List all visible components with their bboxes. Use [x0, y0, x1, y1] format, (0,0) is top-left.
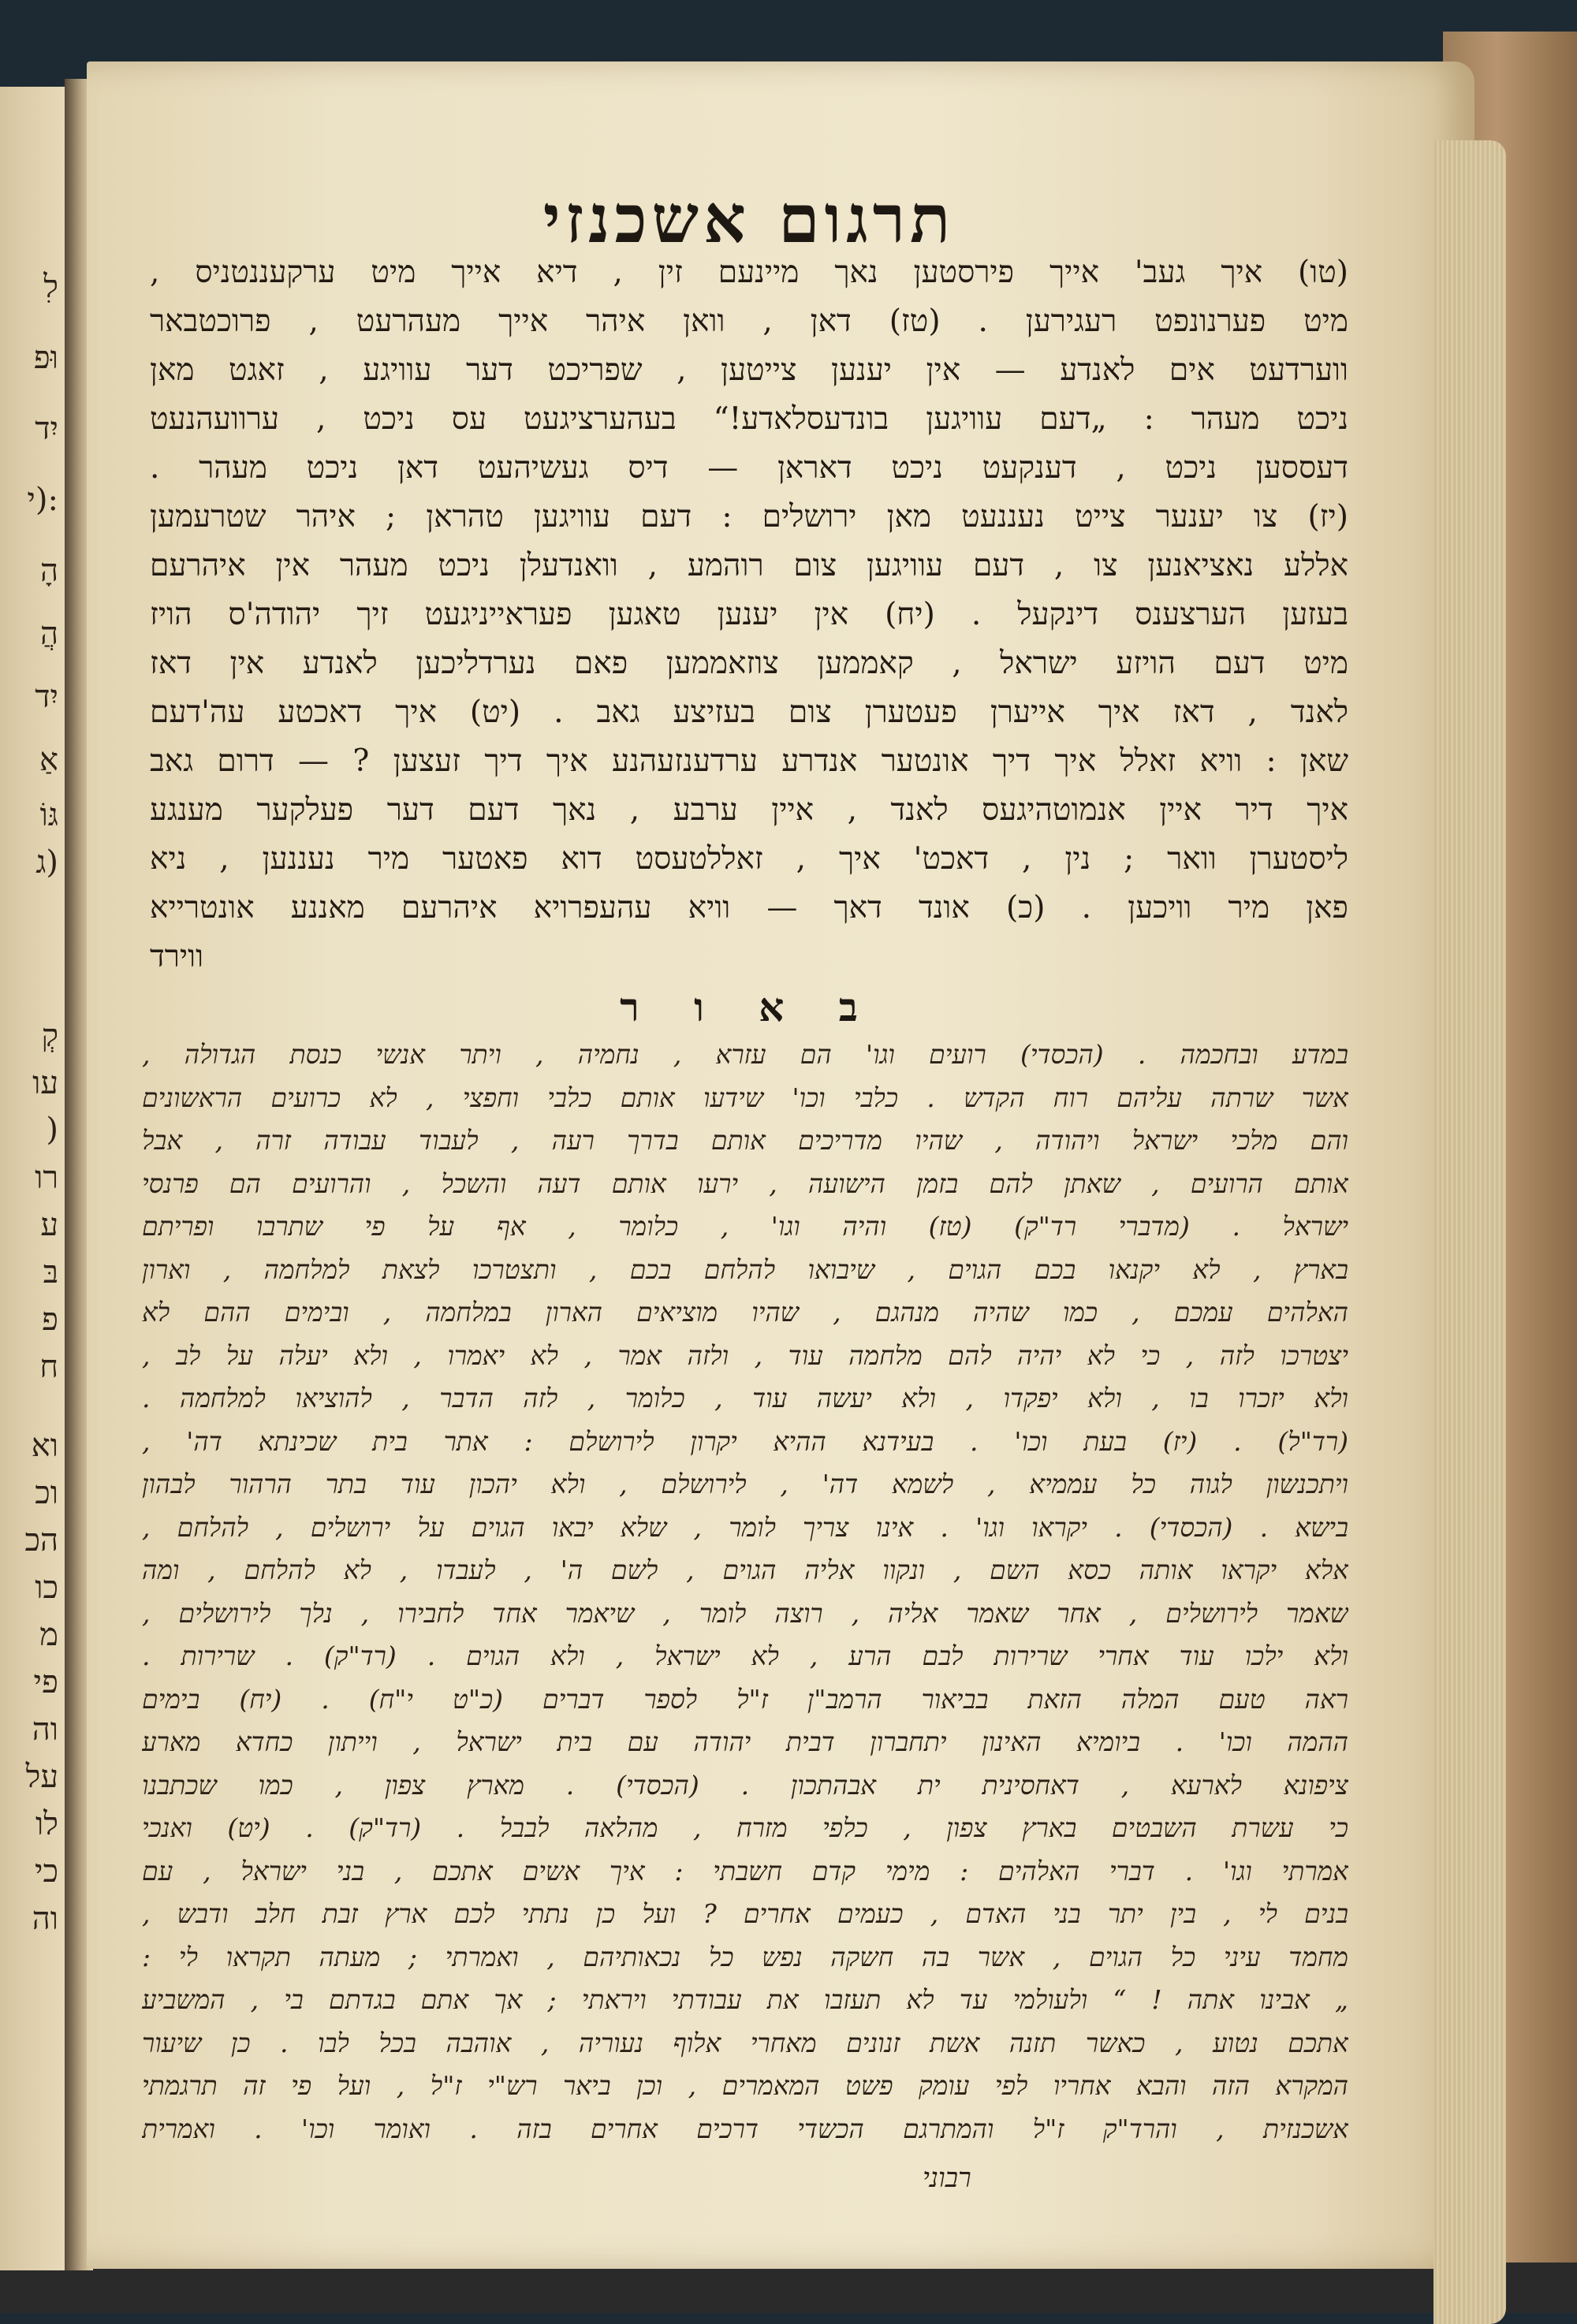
left-page-text-fragment: כו — [35, 1570, 58, 1606]
right-page — [87, 61, 1474, 2269]
translation-line: ליסטערן וואר ; נין , דאכט' איך , זאללטעסט דוא פאטער מיר נעננען , ניא — [150, 841, 1348, 877]
left-page-text-fragment: (ג — [35, 844, 58, 881]
left-page-text-fragment: על — [25, 1759, 58, 1795]
left-page-text-fragment: בּ — [43, 1254, 58, 1290]
translation-line: (יז) צו יענער צייט נעננעט מאן ירושלים : דעם עוויגען טהראן ; איהר שטרעמען — [150, 499, 1348, 534]
left-page-text-fragment: עו — [32, 1065, 58, 1101]
commentary-line: כי עשרת השבטים בארץ צפון , כלפי מזרח , מהלאה לבבל . (רד"ק) . (יט) ואנכי — [142, 1812, 1348, 1843]
left-page-text-fragment: וכ — [35, 1475, 58, 1511]
commentary-line: האלהים עמכם , כמו שהיה מנהגם , שהיו מוציאים הארון במלחמה , ובימים ההם לא — [142, 1297, 1348, 1328]
left-page-text-fragment: פי — [33, 1664, 58, 1700]
left-page-fragment — [0, 87, 65, 2270]
left-page-text-fragment: יִד — [35, 411, 58, 447]
commentary-line: „ אבינו אתה ! “ ולעולמי עד לא תעזבו את עבודתי ויראתי ; אך אתם בגדתם בי , המשביע — [142, 1984, 1348, 2015]
left-page-text-fragment: הכ — [24, 1522, 58, 1559]
commentary-line: אתכם נטוע , כאשר תזנה אשת זנונים מאחרי אלוף נעוריה , אוהבה בכל לבו . כן שיעור — [142, 2027, 1348, 2058]
translation-line: איך דיר איין אנמוטהיגעס לאנד , איין ערבע , נאך דעם דער פעלקער מענגע — [150, 792, 1348, 828]
translation-line: (טו) איך געב' אייך פירסטען נאך מיינעם זין , דיא אייך מיט ערקעננטניס , — [150, 255, 1348, 290]
commentary-line: ההמה וכו' . ביומיא האינון יתחברון דבית יהודה עם בית ישראל , וייתון כחדא מארע — [142, 1726, 1348, 1757]
left-page-text-fragment: לִ — [43, 269, 58, 305]
commentary-line: אשר שרתה עליהם רוח הקדש . כלבי וכו' שידעו אותם כלבי וחפצי , לא כרועים הראשונים — [142, 1082, 1348, 1113]
commentary-line: ציפונא לארעא , דאחסינית ית אבהתכון . (הכסדי) . מארץ צפון , כמו שכתבנו — [142, 1769, 1348, 1801]
commentary-line: אמרתי וגו' . דברי האלהים : מימי קדם חשבתי : איך אשים אתכם , בני ישראל , עם — [142, 1855, 1348, 1886]
translation-line: בעזען הערצענס דינקעל . (יח) אין יענען טאגען פעראייניגעט זיך יהודה'ס הויז — [150, 597, 1348, 632]
left-page-text-fragment: גּוֹ — [39, 797, 58, 833]
left-page-text-fragment: הֲ — [39, 616, 58, 652]
left-page-text-fragment: לו — [35, 1806, 58, 1842]
commentary-line: במדע ובחכמה . (הכסדי) רועים וגו' הם עזרא , נחמיה , ויתר אנשי כנסת הגדולה , — [142, 1039, 1348, 1070]
commentary-line: יצטרכו לזה , כי לא יהיה להם מלחמה עוד , ולזה אמר , לא יאמרו , ולא יעלה על לב , — [142, 1339, 1348, 1371]
commentary-line: המקרא הזה והבא אחריו לפי עומק פשט המאמרים , וכן ביאר רש"י ז"ל , ועל פי זה תרגמתי — [142, 2070, 1348, 2101]
left-page-text-fragment: מ — [39, 1617, 58, 1653]
catchword: רבוני — [923, 2162, 971, 2194]
translation-line: דעססען ניכט , דענקעט ניכט דאראן — דיס געשיהעט דאן ניכט מעהר . — [150, 450, 1348, 486]
translation-line: מיט פערנונפט רעגירען . (טז) דאן , וואן איהר אייך מעהרעט , פרוכטבאר — [150, 304, 1348, 339]
left-page-text-fragment: יִד — [35, 679, 58, 715]
commentary-title: ב א ו ר — [620, 984, 878, 1030]
commentary-line: ראה טעם המלה הזאת בביאור הרמב"ן ז"ל לספר דברים (כ"ט י"ח) . (יח) בימים — [142, 1683, 1348, 1715]
page-heading: תרגום אשכנזי — [542, 180, 956, 258]
left-page-text-fragment: ע — [40, 1207, 58, 1243]
commentary-line: ישראל . (מדברי רד"ק) (טז) והיה וגו' , כלומר , אף על פי שתרבו ופריתם — [142, 1211, 1348, 1242]
left-page-text-fragment: קְ — [41, 1018, 58, 1054]
book-cover-bottom — [0, 2263, 1577, 2313]
commentary-line: אותם הרועים , שאתן להם בזמן הישועה , ירעו אותם דעה והשכל , והרועים הם פרנסי — [142, 1168, 1348, 1199]
left-page-text-fragment: רו — [35, 1160, 58, 1196]
page-edges — [1433, 140, 1506, 2324]
commentary-line: אשכנזית , והרד"ק ז"ל והמתרגם הכשדי דרכים אחרים בזה . ואומר וכו' . ואמרית — [142, 2113, 1348, 2144]
translation-line: ניכט מעהר : „דעם עוויגען בונדעסלאדע!“ בעהערציגעט עס ניכט , ערוועהנעט — [150, 401, 1348, 437]
commentary-line: בישא . (הכסדי) . יקראו וגו' . אינו צריך לומר , שלא יבאו הגוים על ירושלים , להלחם , — [142, 1511, 1348, 1543]
commentary-line: והם מלכי ישראל ויהודה , שהיו מדריכים אותם בדרך רעה , לעבוד עבודה זרה , אבל — [142, 1125, 1348, 1156]
commentary-line: בארץ , לא יקנאו בכם הגוים , שיבואו להלחם בכם , ותצטרכו לצאת למלחמה , וארון — [142, 1253, 1348, 1285]
commentary-line: ולא ילכו עוד אחרי שרירות לבם הרע , לא ישראל , ולא הגוים . (רד"ק) . שרירות . — [142, 1641, 1348, 1671]
left-page-text-fragment: כי — [34, 1853, 58, 1890]
translation-line: ווירד — [150, 939, 204, 974]
left-page-text-fragment: וּפ — [33, 340, 58, 376]
translation-line: ווערדעט אים לאנדע — אין יענען צייטען , שפריכט דער עוויגע , זאגט מאן — [150, 352, 1348, 388]
translation-line: אללע נאציאנען צו , דעם עוויגען צום רוהמע , וואנדעלן ניכט מעהר אין איהרעם — [150, 548, 1348, 583]
left-page-text-fragment: ח — [39, 1349, 58, 1385]
left-page-text-fragment: :(י — [27, 482, 58, 518]
left-page-text-fragment: וא — [31, 1428, 58, 1464]
translation-line: פאן מיר וויכען . (כ) אונד דאך — וויא עהעפרויא איהרעם מאננע אונטרייא — [150, 890, 1348, 926]
left-page-text-fragment: אַ — [39, 742, 58, 778]
commentary-line: שאמר לירושלים , אחר שאמר אליה , רוצה לומר , שיאמר אחד לחבירו , נלך לירושלים , — [142, 1597, 1348, 1629]
left-page-text-fragment: ( — [46, 1112, 58, 1148]
translation-line: מיט דעם הויזע ישראל , קאממען צוזאממען פאם נערדליכען לאנדע אין דאז — [150, 646, 1348, 681]
commentary-line: ולא יזכרו בו , ולא יפקדו , ולא יעשה עוד , כלומר , לזה הדבר , להוציאו למלחמה . — [142, 1383, 1348, 1413]
left-page-text-fragment: פ — [42, 1302, 58, 1338]
commentary-line: (רד"ל) . (יז) בעת וכו' . בעידנא ההיא יקרון לירושלם : אתר בית שכינתא דה' , — [142, 1425, 1348, 1457]
commentary-line: בנים לי , בין יתר בני האדם , כעמים אחרים ? ועל כן נתתי לכם ארץ זבת חלב ודבש , — [142, 1898, 1348, 1929]
page-content — [142, 61, 1348, 2269]
left-page-text-fragment: וה — [32, 1901, 58, 1937]
commentary-line: אלא יקראו אותה כסא השם , ונקוו אליה הגוים , לשם ה' , לעבדו , לא להלחם , ומה — [142, 1555, 1348, 1585]
translation-line: לאנד , דאז איך אייערן פעטערן צום בעזיצע גאב . (יט) איך דאכטע עה'דעם — [150, 695, 1348, 730]
commentary-line: מחמד עיני כל הגוים , אשר בה חשקה נפש כל נכאותיהם , ואמרתי ; מעתה תקראו לי : — [142, 1941, 1348, 1972]
left-page-text-fragment: וה — [32, 1711, 58, 1748]
translation-line: שאן : וויא זאלל איך דיך אונטער אנדרע ערדענזעהנע איך דיך זעצען ? — דרום גאב — [150, 743, 1348, 779]
left-page-text-fragment: הָ — [39, 553, 58, 589]
commentary-line: ויתכנשון לגוה כל עממיא , לשמא דה' , לירושלם , ולא יהכון עוד בתר הרהור לבהון — [142, 1469, 1348, 1499]
